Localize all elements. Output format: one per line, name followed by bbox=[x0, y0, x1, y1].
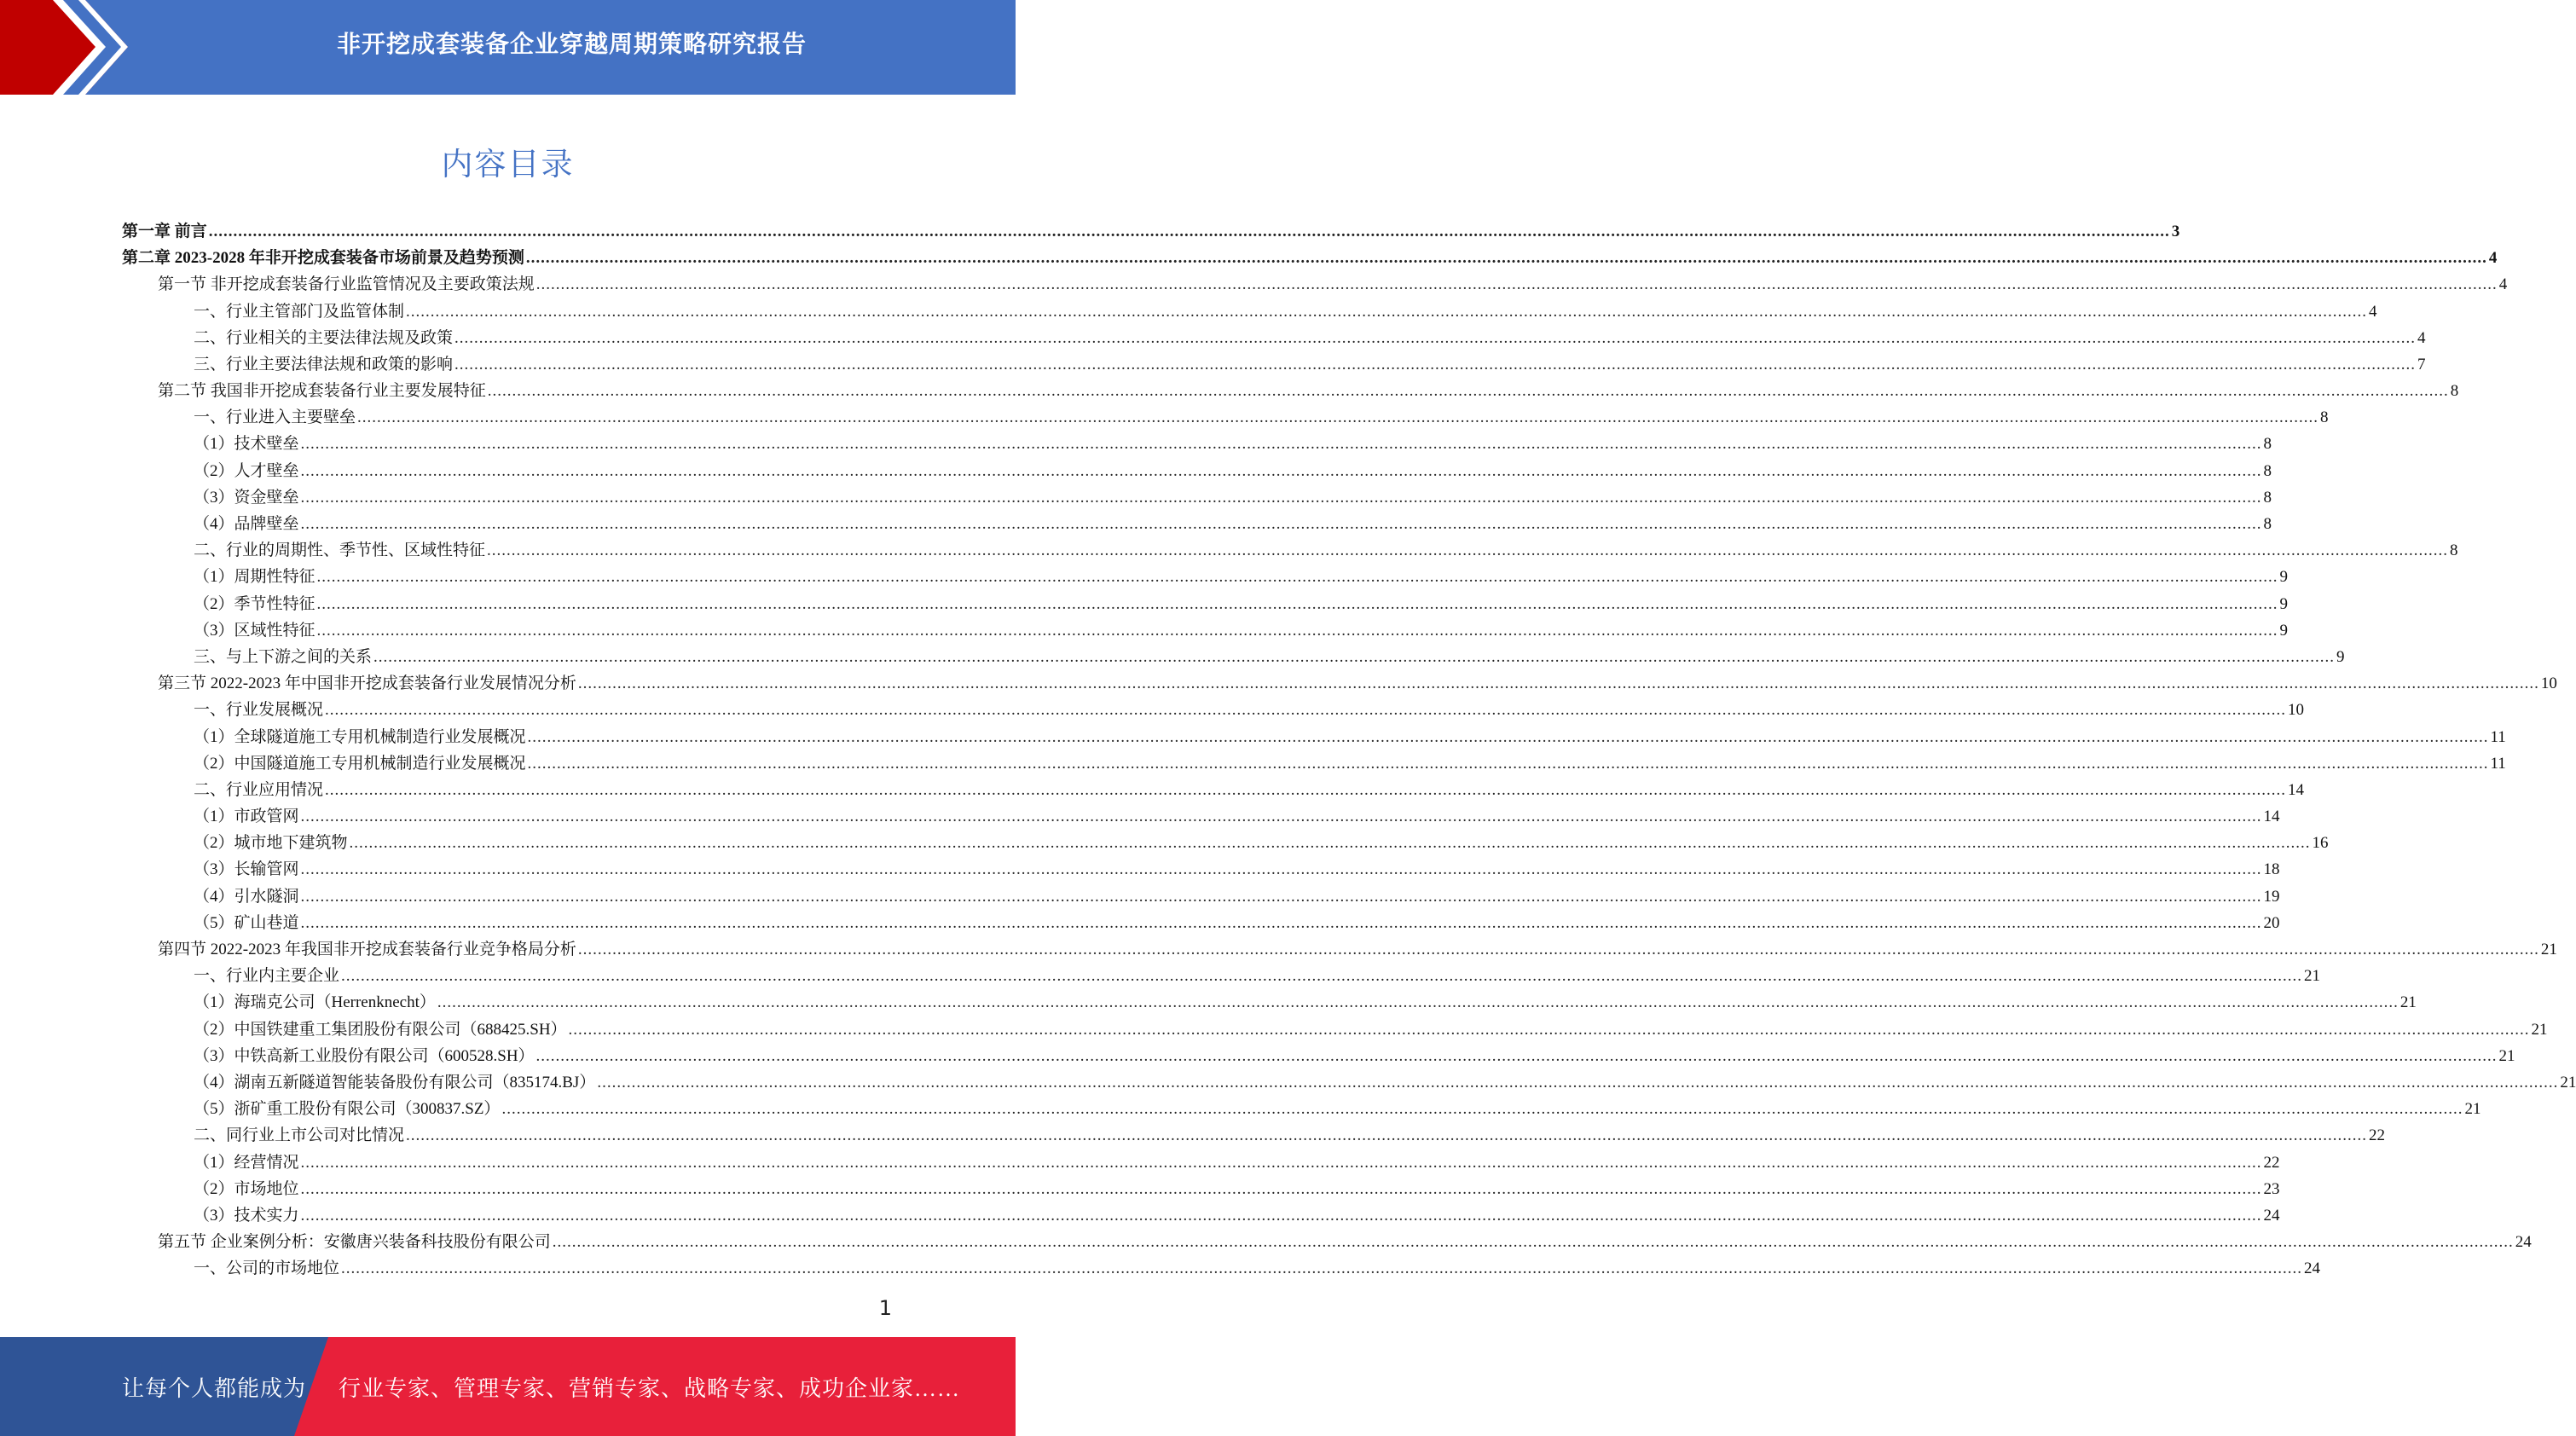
toc-leader-dots: ................................................................................................................................................................................................................................................................................................................................................................................................................ bbox=[527, 727, 2489, 746]
toc-leader-dots: ................................................................................................................................................................................................................................................................................................................................................................................................................ bbox=[300, 913, 2262, 932]
toc-leader-dots: ................................................................................................................................................................................................................................................................................................................................................................................................................ bbox=[525, 249, 2487, 268]
toc-entry-label: 第三节 2022-2023 年中国非开挖成套装备行业发展情况分析 bbox=[158, 675, 576, 693]
toc-entry-page: 21 bbox=[2464, 1100, 2481, 1119]
toc-entry[interactable] bbox=[122, 830, 2329, 856]
toc-entry-page: 9 bbox=[2279, 568, 2289, 587]
table-of-contents bbox=[122, 218, 2576, 1283]
toc-entry-page: 24 bbox=[2263, 1206, 2280, 1225]
toc-entry-label: 三、与上下游之间的关系 bbox=[194, 647, 373, 666]
toc-entry-label: （2）中国铁建重工集团股份有限公司（688425.SH） bbox=[194, 1020, 567, 1039]
toc-entry-page: 22 bbox=[2263, 1153, 2280, 1172]
toc-leader-dots: ................................................................................................................................................................................................................................................................................................................................................................................................................ bbox=[316, 568, 2278, 587]
toc-leader-dots: ................................................................................................................................................................................................................................................................................................................................................................................................................ bbox=[357, 408, 2319, 427]
toc-entry-page: 8 bbox=[2450, 382, 2459, 401]
toc-leader-dots: ................................................................................................................................................................................................................................................................................................................................................................................................................ bbox=[501, 1100, 2463, 1119]
toc-entry-label: （2）城市地下建筑物 bbox=[194, 834, 348, 853]
toc-entry[interactable] bbox=[122, 564, 2289, 590]
report-title: 非开挖成套装备企业穿越周期策略研究报告 bbox=[336, 30, 807, 58]
toc-leader-dots: ................................................................................................................................................................................................................................................................................................................................................................................................................ bbox=[300, 435, 2262, 454]
toc-entry-page: 10 bbox=[2288, 701, 2305, 720]
toc-entry[interactable] bbox=[122, 883, 2280, 910]
toc-entry[interactable] bbox=[122, 458, 2272, 484]
toc-entry[interactable] bbox=[122, 617, 2289, 644]
toc-entry-page: 24 bbox=[2304, 1259, 2321, 1278]
toc-leader-dots: ................................................................................................................................................................................................................................................................................................................................................................................................................ bbox=[487, 541, 2449, 560]
toc-entry-label: （1）市政管网 bbox=[194, 808, 299, 826]
toc-entry-label: （1）经营情况 bbox=[194, 1153, 299, 1172]
toc-entry[interactable] bbox=[122, 591, 2289, 617]
toc-entry-label: （4）品牌壁垒 bbox=[194, 515, 299, 534]
toc-leader-dots: ................................................................................................................................................................................................................................................................................................................................................................................................................ bbox=[568, 1020, 2530, 1039]
toc-entry[interactable] bbox=[122, 963, 2321, 989]
toc-entry[interactable] bbox=[122, 1016, 2548, 1043]
page-footer bbox=[0, 1337, 1016, 1436]
toc-leader-dots: ................................................................................................................................................................................................................................................................................................................................................................................................................ bbox=[341, 967, 2303, 986]
toc-entry[interactable] bbox=[122, 325, 2426, 351]
toc-entry[interactable] bbox=[122, 511, 2272, 537]
toc-leader-dots: ................................................................................................................................................................................................................................................................................................................................................................................................................ bbox=[437, 993, 2399, 1012]
toc-entry-label: （3）中铁高新工业股份有限公司（600528.SH） bbox=[194, 1046, 535, 1065]
toc-entry-page: 4 bbox=[2369, 302, 2377, 321]
toc-leader-dots: ................................................................................................................................................................................................................................................................................................................................................................................................................ bbox=[406, 302, 2368, 321]
toc-entry-label: （2）中国隧道施工专用机械制造行业发展概况 bbox=[194, 754, 526, 773]
toc-entry-label: 二、行业相关的主要法律法规及政策 bbox=[194, 328, 454, 347]
toc-entry[interactable] bbox=[122, 670, 2557, 697]
toc-entry-label: （5）浙矿重工股份有限公司（300837.SZ） bbox=[194, 1100, 501, 1119]
toc-entry[interactable] bbox=[122, 1255, 2321, 1282]
toc-entry[interactable] bbox=[122, 271, 2508, 298]
toc-entry[interactable] bbox=[122, 777, 2305, 803]
toc-entry-page: 21 bbox=[2498, 1046, 2515, 1065]
toc-leader-dots: ................................................................................................................................................................................................................................................................................................................................................................................................................ bbox=[597, 1073, 2559, 1091]
toc-entry-label: 第一节 非开挖成套装备行业监管情况及主要政策法规 bbox=[158, 275, 535, 294]
toc-entry[interactable] bbox=[122, 750, 2506, 777]
toc-entry-page: 21 bbox=[2540, 941, 2557, 959]
toc-entry-page: 8 bbox=[2263, 488, 2272, 507]
toc-entry-label: （5）矿山巷道 bbox=[194, 913, 299, 932]
toc-entry-label: （4）湖南五新隧道智能装备股份有限公司（835174.BJ） bbox=[194, 1073, 596, 1091]
toc-entry-label: （3）长输管网 bbox=[194, 860, 299, 879]
toc-entry-label: 第一章 前言 bbox=[122, 222, 207, 240]
toc-entry-label: （3）技术实力 bbox=[194, 1206, 299, 1225]
toc-entry-page: 21 bbox=[2304, 967, 2321, 986]
toc-entry-label: （1）周期性特征 bbox=[194, 568, 315, 587]
toc-entry-page: 24 bbox=[2515, 1233, 2532, 1252]
toc-entry[interactable] bbox=[122, 404, 2329, 431]
toc-entry-page: 11 bbox=[2490, 727, 2506, 746]
toc-entry[interactable] bbox=[122, 1043, 2515, 1069]
toc-entry[interactable] bbox=[122, 537, 2458, 564]
toc-leader-dots: ................................................................................................................................................................................................................................................................................................................................................................................................................ bbox=[300, 808, 2262, 826]
toc-entry-page: 3 bbox=[2171, 222, 2180, 240]
toc-entry[interactable] bbox=[122, 644, 2345, 670]
toc-leader-dots: ................................................................................................................................................................................................................................................................................................................................................................................................................ bbox=[300, 461, 2262, 480]
page-number: 1 bbox=[878, 1296, 892, 1320]
toc-leader-dots: ................................................................................................................................................................................................................................................................................................................................................................................................................ bbox=[577, 941, 2539, 959]
toc-leader-dots: ................................................................................................................................................................................................................................................................................................................................................................................................................ bbox=[373, 647, 2336, 666]
toc-leader-dots: ................................................................................................................................................................................................................................................................................................................................................................................................................ bbox=[316, 594, 2278, 613]
toc-entry-page: 4 bbox=[2488, 249, 2498, 268]
toc-leader-dots: ................................................................................................................................................................................................................................................................................................................................................................................................................ bbox=[325, 780, 2287, 799]
toc-entry[interactable] bbox=[122, 1202, 2280, 1229]
toc-entry-page: 8 bbox=[2320, 408, 2329, 427]
toc-entry-page: 8 bbox=[2263, 461, 2272, 480]
toc-leader-dots: ................................................................................................................................................................................................................................................................................................................................................................................................................ bbox=[454, 328, 2417, 347]
toc-entry-label: （3）资金壁垒 bbox=[194, 488, 299, 507]
toc-entry-label: 二、同行业上市公司对比情况 bbox=[194, 1126, 405, 1145]
toc-leader-dots: ................................................................................................................................................................................................................................................................................................................................................................................................................ bbox=[535, 275, 2498, 294]
toc-entry[interactable] bbox=[122, 245, 2498, 271]
toc-entry[interactable] bbox=[122, 1176, 2280, 1202]
toc-entry[interactable] bbox=[122, 378, 2459, 404]
toc-entry-label: （2）人才壁垒 bbox=[194, 461, 299, 480]
toc-entry-label: 二、行业的周期性、季节性、区域性特征 bbox=[194, 541, 486, 560]
toc-entry-page: 7 bbox=[2417, 355, 2426, 373]
toc-leader-dots: ................................................................................................................................................................................................................................................................................................................................................................................................................ bbox=[349, 834, 2311, 853]
header-arrow-decoration bbox=[0, 0, 136, 95]
toc-entry-page: 14 bbox=[2288, 780, 2305, 799]
toc-entry-label: （1）技术壁垒 bbox=[194, 435, 299, 454]
toc-entry-page: 21 bbox=[2399, 993, 2417, 1012]
toc-entry[interactable] bbox=[122, 936, 2557, 963]
toc-entry-page: 10 bbox=[2540, 675, 2557, 693]
toc-entry-page: 8 bbox=[2263, 435, 2272, 454]
toc-entry[interactable] bbox=[122, 857, 2280, 883]
toc-entry[interactable] bbox=[122, 431, 2272, 458]
toc-entry-page: 23 bbox=[2263, 1179, 2280, 1198]
toc-leader-dots: ................................................................................................................................................................................................................................................................................................................................................................................................................ bbox=[406, 1126, 2368, 1145]
toc-entry-label: 第五节 企业案例分析：安徽唐兴装备科技股份有限公司 bbox=[158, 1233, 551, 1252]
toc-entry-label: 一、行业主管部门及监管体制 bbox=[194, 302, 405, 321]
toc-entry[interactable] bbox=[122, 803, 2280, 830]
toc-leader-dots: ................................................................................................................................................................................................................................................................................................................................................................................................................ bbox=[527, 754, 2489, 773]
toc-entry[interactable] bbox=[122, 1149, 2280, 1176]
toc-entry-page: 19 bbox=[2263, 887, 2280, 906]
toc-entry-page: 21 bbox=[2531, 1020, 2548, 1039]
toc-entry[interactable] bbox=[122, 1069, 2576, 1096]
toc-leader-dots: ................................................................................................................................................................................................................................................................................................................................................................................................................ bbox=[552, 1233, 2514, 1252]
toc-entry-label: 一、行业内主要企业 bbox=[194, 967, 340, 986]
toc-entry-label: （4）引水隧洞 bbox=[194, 887, 299, 906]
toc-leader-dots: ................................................................................................................................................................................................................................................................................................................................................................................................................ bbox=[300, 1206, 2262, 1225]
toc-heading: 内容目录 bbox=[441, 146, 575, 182]
toc-entry-label: 第二章 2023-2028 年非开挖成套装备市场前景及趋势预测 bbox=[122, 249, 524, 268]
toc-leader-dots: ................................................................................................................................................................................................................................................................................................................................................................................................................ bbox=[300, 1179, 2262, 1198]
toc-leader-dots: ................................................................................................................................................................................................................................................................................................................................................................................................................ bbox=[325, 701, 2287, 720]
toc-entry-label: （1）海瑞克公司（Herrenknecht） bbox=[194, 993, 436, 1012]
toc-entry-label: 一、行业发展概况 bbox=[194, 701, 324, 720]
toc-entry[interactable] bbox=[122, 484, 2272, 511]
toc-entry-page: 8 bbox=[2450, 541, 2458, 560]
toc-leader-dots: ................................................................................................................................................................................................................................................................................................................................................................................................................ bbox=[300, 887, 2262, 906]
toc-entry-page: 9 bbox=[2336, 647, 2345, 666]
toc-leader-dots: ................................................................................................................................................................................................................................................................................................................................................................................................................ bbox=[300, 488, 2262, 507]
toc-entry-page: 4 bbox=[2417, 328, 2426, 347]
toc-entry-page: 22 bbox=[2369, 1126, 2386, 1145]
toc-entry-page: 11 bbox=[2490, 754, 2506, 773]
toc-leader-dots: ................................................................................................................................................................................................................................................................................................................................................................................................................ bbox=[208, 222, 2170, 240]
toc-leader-dots: ................................................................................................................................................................................................................................................................................................................................................................................................................ bbox=[316, 621, 2278, 640]
toc-leader-dots: ................................................................................................................................................................................................................................................................................................................................................................................................................ bbox=[300, 515, 2262, 534]
toc-entry-label: （2）季节性特征 bbox=[194, 594, 315, 613]
toc-entry-label: 一、行业进入主要壁垒 bbox=[194, 408, 356, 427]
toc-entry-page: 16 bbox=[2312, 834, 2329, 853]
toc-entry-label: （2）市场地位 bbox=[194, 1179, 299, 1198]
toc-entry-page: 9 bbox=[2279, 594, 2289, 613]
toc-entry[interactable] bbox=[122, 218, 2180, 245]
toc-leader-dots: ................................................................................................................................................................................................................................................................................................................................................................................................................ bbox=[577, 675, 2539, 693]
toc-leader-dots: ................................................................................................................................................................................................................................................................................................................................................................................................................ bbox=[300, 860, 2262, 879]
toc-entry-page: 9 bbox=[2279, 621, 2289, 640]
footer-slogan-left: 让每个人都能成为 bbox=[122, 1375, 307, 1401]
toc-entry-page: 20 bbox=[2263, 913, 2280, 932]
toc-entry-page: 21 bbox=[2560, 1073, 2576, 1091]
footer-slogan-right: 行业专家、管理专家、营销专家、战略专家、成功企业家…… bbox=[339, 1375, 961, 1401]
page-header bbox=[0, 0, 1016, 95]
toc-entry-label: （3）区域性特征 bbox=[194, 621, 315, 640]
toc-entry-page: 14 bbox=[2263, 808, 2280, 826]
toc-entry-page: 8 bbox=[2263, 515, 2272, 534]
toc-leader-dots: ................................................................................................................................................................................................................................................................................................................................................................................................................ bbox=[487, 382, 2449, 401]
toc-entry[interactable] bbox=[122, 1096, 2481, 1122]
toc-entry-label: 三、行业主要法律法规和政策的影响 bbox=[194, 355, 454, 373]
toc-entry[interactable] bbox=[122, 1229, 2532, 1255]
toc-entry[interactable] bbox=[122, 1122, 2386, 1149]
toc-entry-page: 4 bbox=[2498, 275, 2508, 294]
toc-entry-label: 一、公司的市场地位 bbox=[194, 1259, 340, 1278]
toc-entry[interactable] bbox=[122, 910, 2280, 936]
toc-leader-dots: ................................................................................................................................................................................................................................................................................................................................................................................................................ bbox=[454, 355, 2417, 373]
toc-entry-label: 二、行业应用情况 bbox=[194, 780, 324, 799]
toc-entry[interactable] bbox=[122, 989, 2417, 1016]
toc-entry[interactable] bbox=[122, 351, 2426, 378]
toc-entry-page: 18 bbox=[2263, 860, 2280, 879]
toc-entry[interactable] bbox=[122, 724, 2506, 750]
toc-entry[interactable] bbox=[122, 697, 2305, 723]
toc-entry[interactable] bbox=[122, 298, 2377, 325]
toc-leader-dots: ................................................................................................................................................................................................................................................................................................................................................................................................................ bbox=[535, 1046, 2498, 1065]
toc-entry-label: 第二节 我国非开挖成套装备行业主要发展特征 bbox=[158, 382, 486, 401]
toc-entry-label: （1）全球隧道施工专用机械制造行业发展概况 bbox=[194, 727, 526, 746]
toc-leader-dots: ................................................................................................................................................................................................................................................................................................................................................................................................................ bbox=[341, 1259, 2303, 1278]
toc-entry-label: 第四节 2022-2023 年我国非开挖成套装备行业竞争格局分析 bbox=[158, 941, 576, 959]
toc-leader-dots: ................................................................................................................................................................................................................................................................................................................................................................................................................ bbox=[300, 1153, 2262, 1172]
